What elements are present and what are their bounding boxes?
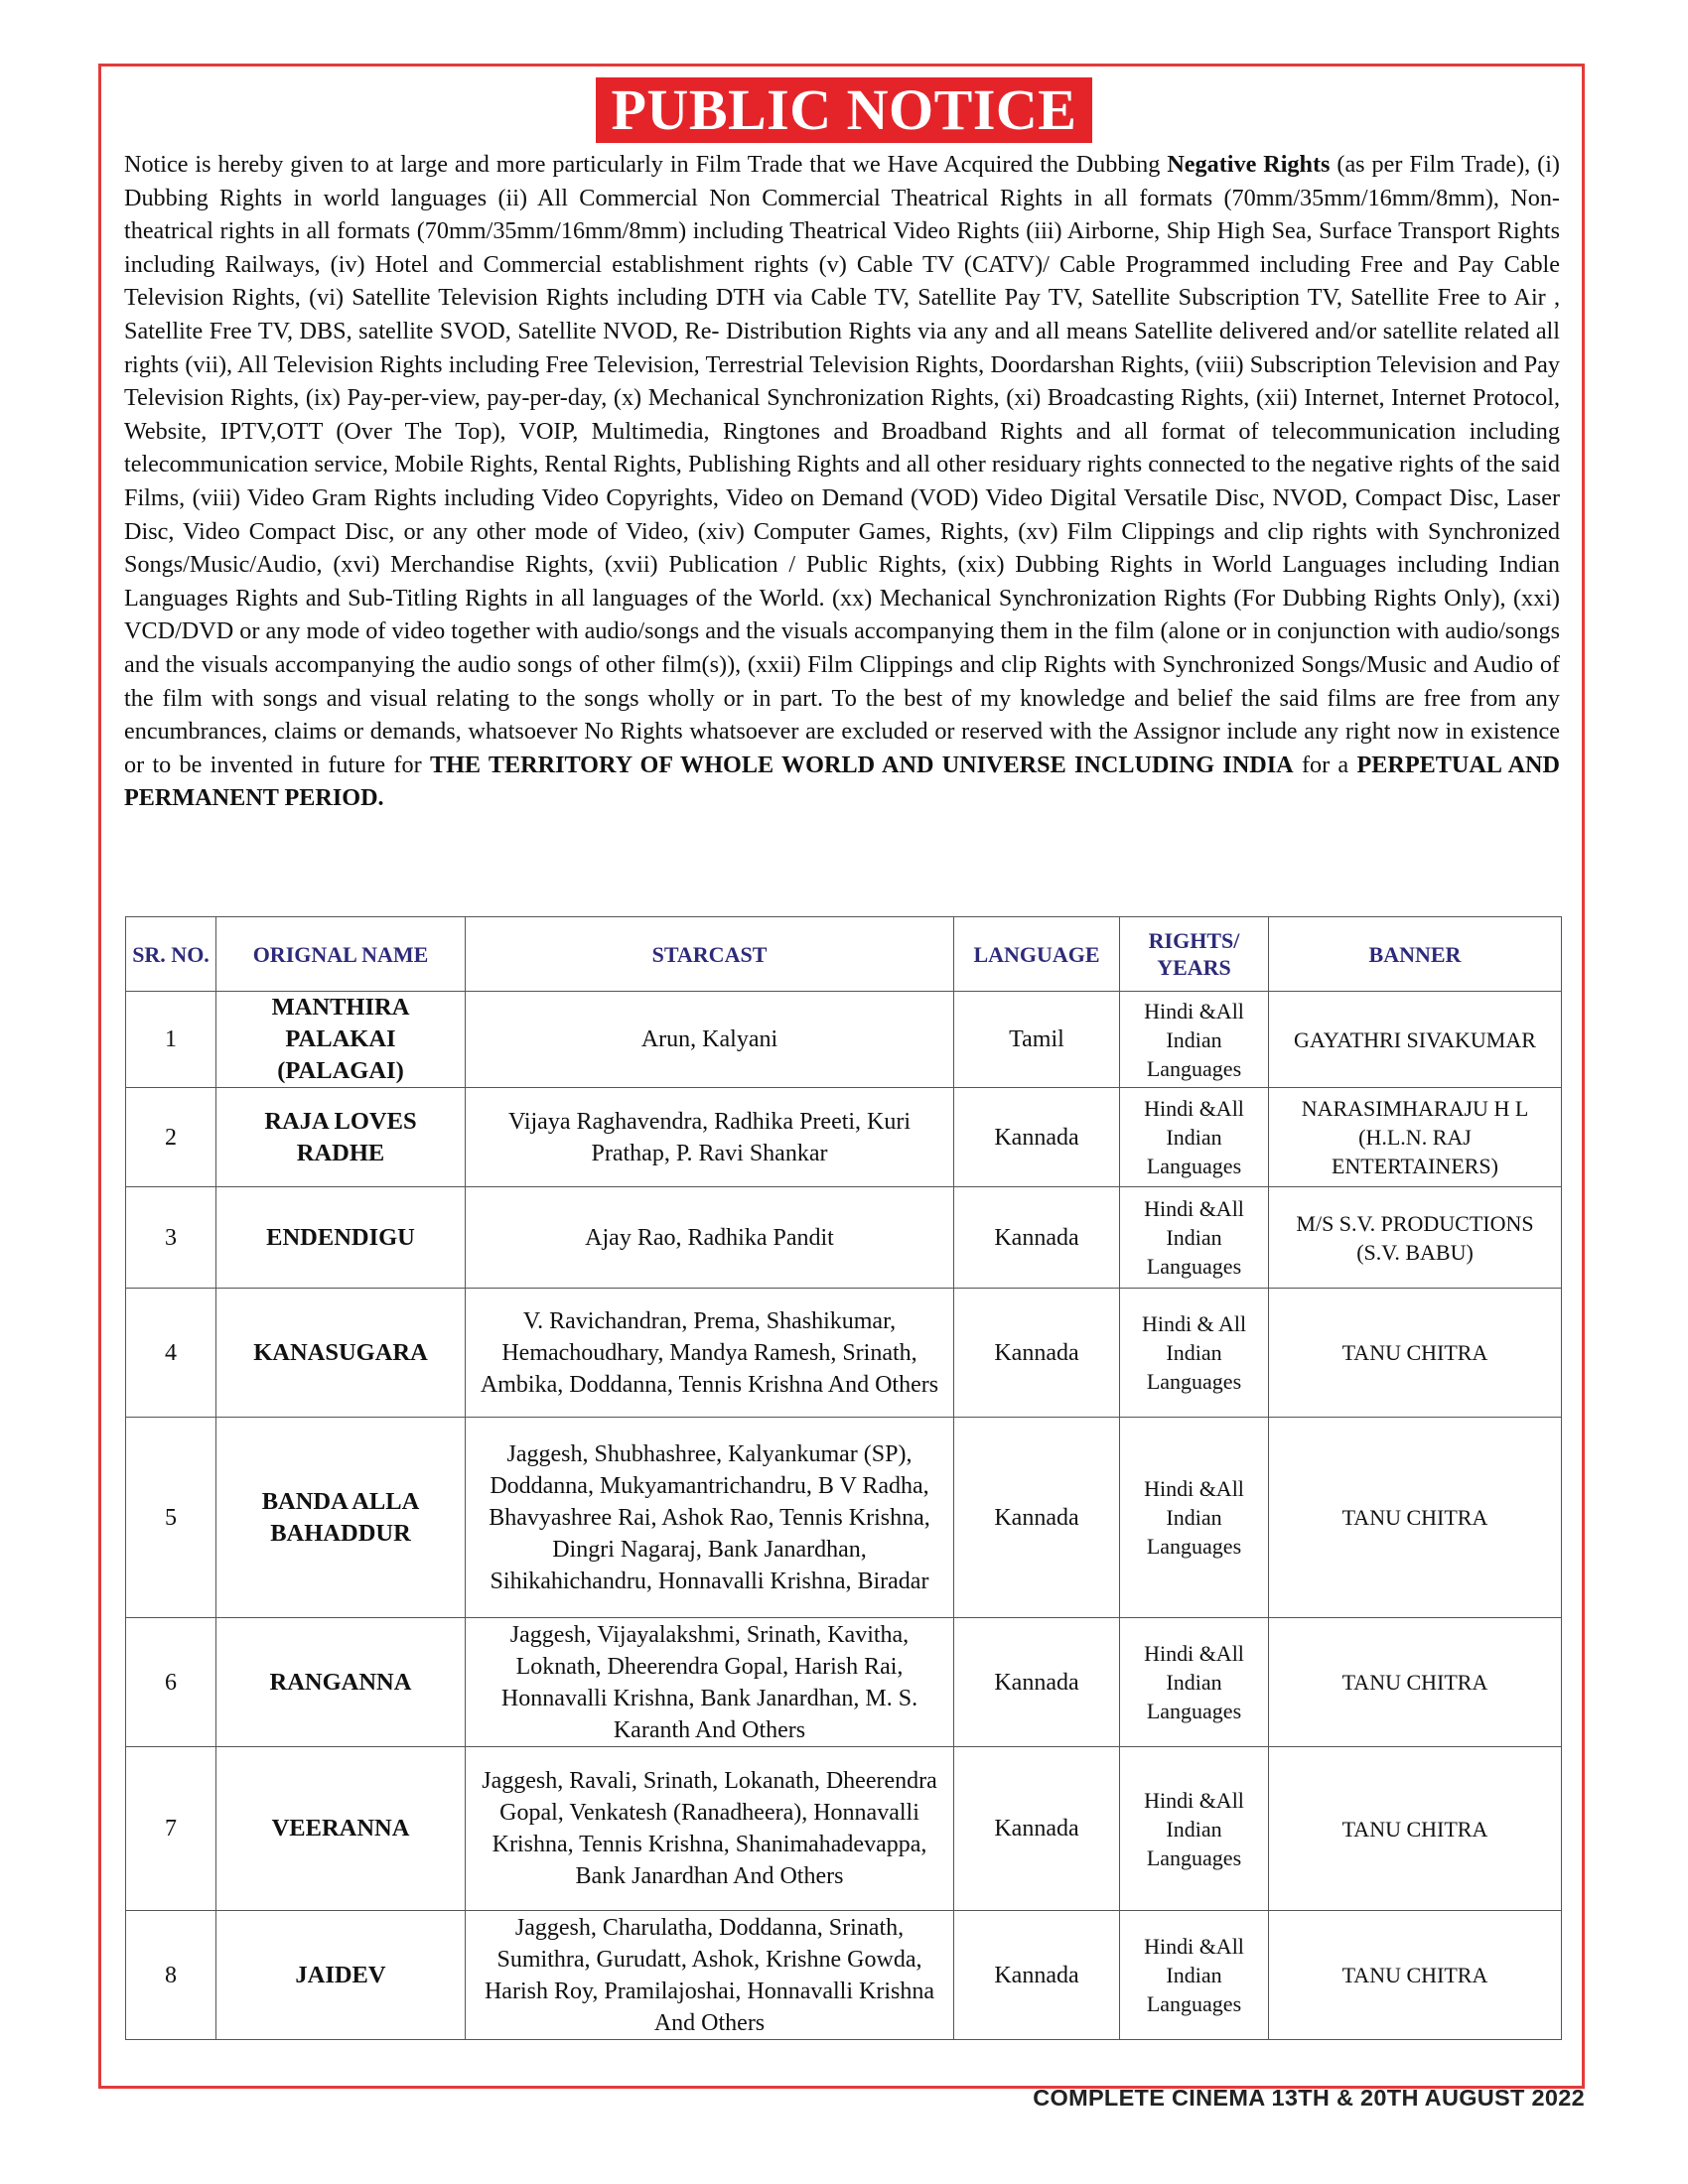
table-row xyxy=(126,1088,1562,1187)
cell-sr: 2 xyxy=(126,1088,216,1187)
page-title: PUBLIC NOTICE xyxy=(596,77,1093,143)
header-starcast: STARCAST xyxy=(466,917,954,992)
cell-starcast: Vijaya Raghavendra, Radhika Preeti, Kuri Prathap, P. Ravi Shankar xyxy=(466,1088,954,1187)
table-row xyxy=(126,1911,1562,2040)
cell-rights: Hindi &All Indian Languages xyxy=(1120,1618,1269,1747)
cell-sr: 7 xyxy=(126,1747,216,1911)
cell-starcast: Jaggesh, Charulatha, Doddanna, Srinath, Sumithra, Gurudatt, Ashok, Krishne Gowda, Harish Roy, Pramilajoshai, Honnavalli Krishna And Others xyxy=(466,1911,954,2040)
table-row xyxy=(126,1418,1562,1618)
cell-rights: Hindi &All Indian Languages xyxy=(1120,1088,1269,1187)
table-row xyxy=(126,1618,1562,1747)
cell-rights: Hindi &All Indian Languages xyxy=(1120,1187,1269,1289)
cell-name: RAJA LOVES RADHE xyxy=(216,1088,466,1187)
cell-banner: TANU CHITRA xyxy=(1269,1618,1562,1747)
cell-name: ENDENDIGU xyxy=(216,1187,466,1289)
header-original-name: ORIGNAL NAME xyxy=(216,917,466,992)
cell-banner: NARASIMHARAJU H L (H.L.N. RAJ ENTERTAINERS) xyxy=(1269,1088,1562,1187)
films-table xyxy=(125,916,1562,2040)
cell-rights: Hindi & All Indian Languages xyxy=(1120,1289,1269,1418)
body-intro: Notice is hereby given to at large and more particularly in Film Trade that we Have Acquired the Dubbing xyxy=(124,151,1168,178)
header-banner: BANNER xyxy=(1269,917,1562,992)
cell-banner: TANU CHITRA xyxy=(1269,1418,1562,1618)
cell-name: JAIDEV xyxy=(216,1911,466,2040)
body-bold-negative-rights: Negative Rights xyxy=(1167,151,1331,178)
cell-sr: 6 xyxy=(126,1618,216,1747)
cell-sr: 1 xyxy=(126,992,216,1088)
body-bold-period: PERPETUAL AND PERMANENT PERIOD. xyxy=(124,751,1560,812)
cell-name: VEERANNA xyxy=(216,1747,466,1911)
cell-name: KANASUGARA xyxy=(216,1289,466,1418)
cell-language: Kannada xyxy=(954,1911,1120,2040)
cell-starcast: Jaggesh, Ravali, Srinath, Lokanath, Dheerendra Gopal, Venkatesh (Ranadheera), Honnavalli Krishna, Tennis Krishna, Shanimahadevappa, Bank Janardhan And Others xyxy=(466,1747,954,1911)
cell-banner: TANU CHITRA xyxy=(1269,1747,1562,1911)
publication-footer: COMPLETE CINEMA 13TH & 20TH AUGUST 2022 xyxy=(1033,2085,1585,2111)
cell-language: Kannada xyxy=(954,1618,1120,1747)
cell-banner: M/S S.V. PRODUCTIONS (S.V. BABU) xyxy=(1269,1187,1562,1289)
table-row xyxy=(126,992,1562,1088)
cell-starcast: V. Ravichandran, Prema, Shashikumar, Hemachoudhary, Mandya Ramesh, Srinath, Ambika, Doddanna, Tennis Krishna And Others xyxy=(466,1289,954,1418)
cell-starcast: Arun, Kalyani xyxy=(466,992,954,1088)
body-mid: for a xyxy=(1293,751,1357,778)
cell-starcast: Ajay Rao, Radhika Pandit xyxy=(466,1187,954,1289)
cell-sr: 3 xyxy=(126,1187,216,1289)
table-header-row xyxy=(126,917,1562,992)
cell-banner: TANU CHITRA xyxy=(1269,1911,1562,2040)
cell-language: Kannada xyxy=(954,1747,1120,1911)
title-container xyxy=(0,77,1688,143)
cell-language: Kannada xyxy=(954,1289,1120,1418)
cell-language: Tamil xyxy=(954,992,1120,1088)
cell-language: Kannada xyxy=(954,1418,1120,1618)
cell-name: BANDA ALLA BAHADDUR xyxy=(216,1418,466,1618)
cell-rights: Hindi &All Indian Languages xyxy=(1120,1418,1269,1618)
header-language: LANGUAGE xyxy=(954,917,1120,992)
header-sr-no: SR. NO. xyxy=(126,917,216,992)
cell-language: Kannada xyxy=(954,1088,1120,1187)
cell-sr: 8 xyxy=(126,1911,216,2040)
cell-language: Kannada xyxy=(954,1187,1120,1289)
table-row xyxy=(126,1289,1562,1418)
header-rights-years: RIGHTS/ YEARS xyxy=(1120,917,1269,992)
notice-body xyxy=(124,148,1560,815)
cell-banner: TANU CHITRA xyxy=(1269,1289,1562,1418)
table-row xyxy=(126,1187,1562,1289)
table-row xyxy=(126,1747,1562,1911)
body-main: (as per Film Trade), (i) Dubbing Rights in world languages (ii) All Commercial Non Commercial Theatrical Rights in all formats (70mm/35mm/16mm/8mm), Non-theatrical rights in all formats (70mm/35mm/16mm/8mm) including Theatrical Video Rights (iii) Airborne, Ship High Sea, Surface Transport Rights including Railways, (iv) Hotel and Commercial establishment rights (v) Cable TV (CATV)/ Cable Programmed including Free and Pay Cable Television Rights, (vi) Satellite Television Rights including DTH via Cable TV, Satellite Pay TV, Satellite Subscription TV, Satellite Free to Air , Satellite Free TV, DBS, satellite SVOD, Satellite NVOD, Re- Distribution Rights via any and all means Satellite delivered and/or satellite related all rights (vii), All Television Rights including Free Television, Terrestrial Television Rights, Doordarshan Rights, (viii) Subscription Television and Pay Television Rights, (ix) Pay-per-view, pay-per-day, (x) Mechanical Synchronization Rights, (xi) Broadcasting Rights, (xii) Internet, Internet Protocol, Website, IPTV,OTT (Over The Top), VOIP, Multimedia, Ringtones and Broadband Rights and all format of telecommunication including telecommunication service, Mobile Rights, Rental Rights, Publishing Rights and all other residuary rights connected to the negative rights of the said Films, (viii) Video Gram Rights including Video Copyrights, Video on Demand (VOD) Video Digital Versatile Disc, NVOD, Compact Disc, Laser Disc, Video Compact Disc, or any other mode of Video, (xiv) Computer Games, Rights, (xv) Film Clippings and clip rights with Synchronized Songs/Music/Audio, (xvi) Merchandise Rights, (xvii) Publication / Public Rights, (xix) Dubbing Rights in World Languages including Indian Languages Rights and Sub-Titling Rights in all languages of the World. (xx) Mechanical Synchronization Rights (For Dubbing Rights Only), (xxi) VCD/DVD or any mode of video together with audio/songs and the visuals accompanying them in the film (alone or in conjunction with audio/songs and the visuals accompanying the audio songs of other film(s)), (xxii) Film Clippings and clip Rights with Synchronized Songs/Music and Audio of the film with songs and visual relating to the songs wholly or in part. To the best of my knowledge and belief the said films are free from any encumbrances, claims or demands, whatsoever No Rights whatsoever are excluded or reserved with the Assignor include any right now in existence or to be invented in future for xyxy=(124,151,1560,778)
cell-rights: Hindi &All Indian Languages xyxy=(1120,1911,1269,2040)
cell-starcast: Jaggesh, Shubhashree, Kalyankumar (SP), Doddanna, Mukyamantrichandru, B V Radha, Bhavyashree Rai, Ashok Rao, Tennis Krishna, Dingri Nagaraj, Bank Janardhan, Sihikahichandru, Honnavalli Krishna, Biradar xyxy=(466,1418,954,1618)
cell-rights: Hindi &All Indian Languages xyxy=(1120,992,1269,1088)
cell-sr: 5 xyxy=(126,1418,216,1618)
cell-banner: GAYATHRI SIVAKUMAR xyxy=(1269,992,1562,1088)
cell-name: MANTHIRA PALAKAI (PALAGAI) xyxy=(216,992,466,1088)
cell-sr: 4 xyxy=(126,1289,216,1418)
cell-name: RANGANNA xyxy=(216,1618,466,1747)
cell-starcast: Jaggesh, Vijayalakshmi, Srinath, Kavitha, Loknath, Dheerendra Gopal, Harish Rai, Honnavalli Krishna, Bank Janardhan, M. S. Karanth And Others xyxy=(466,1618,954,1747)
body-bold-territory: THE TERRITORY OF WHOLE WORLD AND UNIVERSE INCLUDING INDIA xyxy=(429,751,1294,778)
cell-rights: Hindi &All Indian Languages xyxy=(1120,1747,1269,1911)
